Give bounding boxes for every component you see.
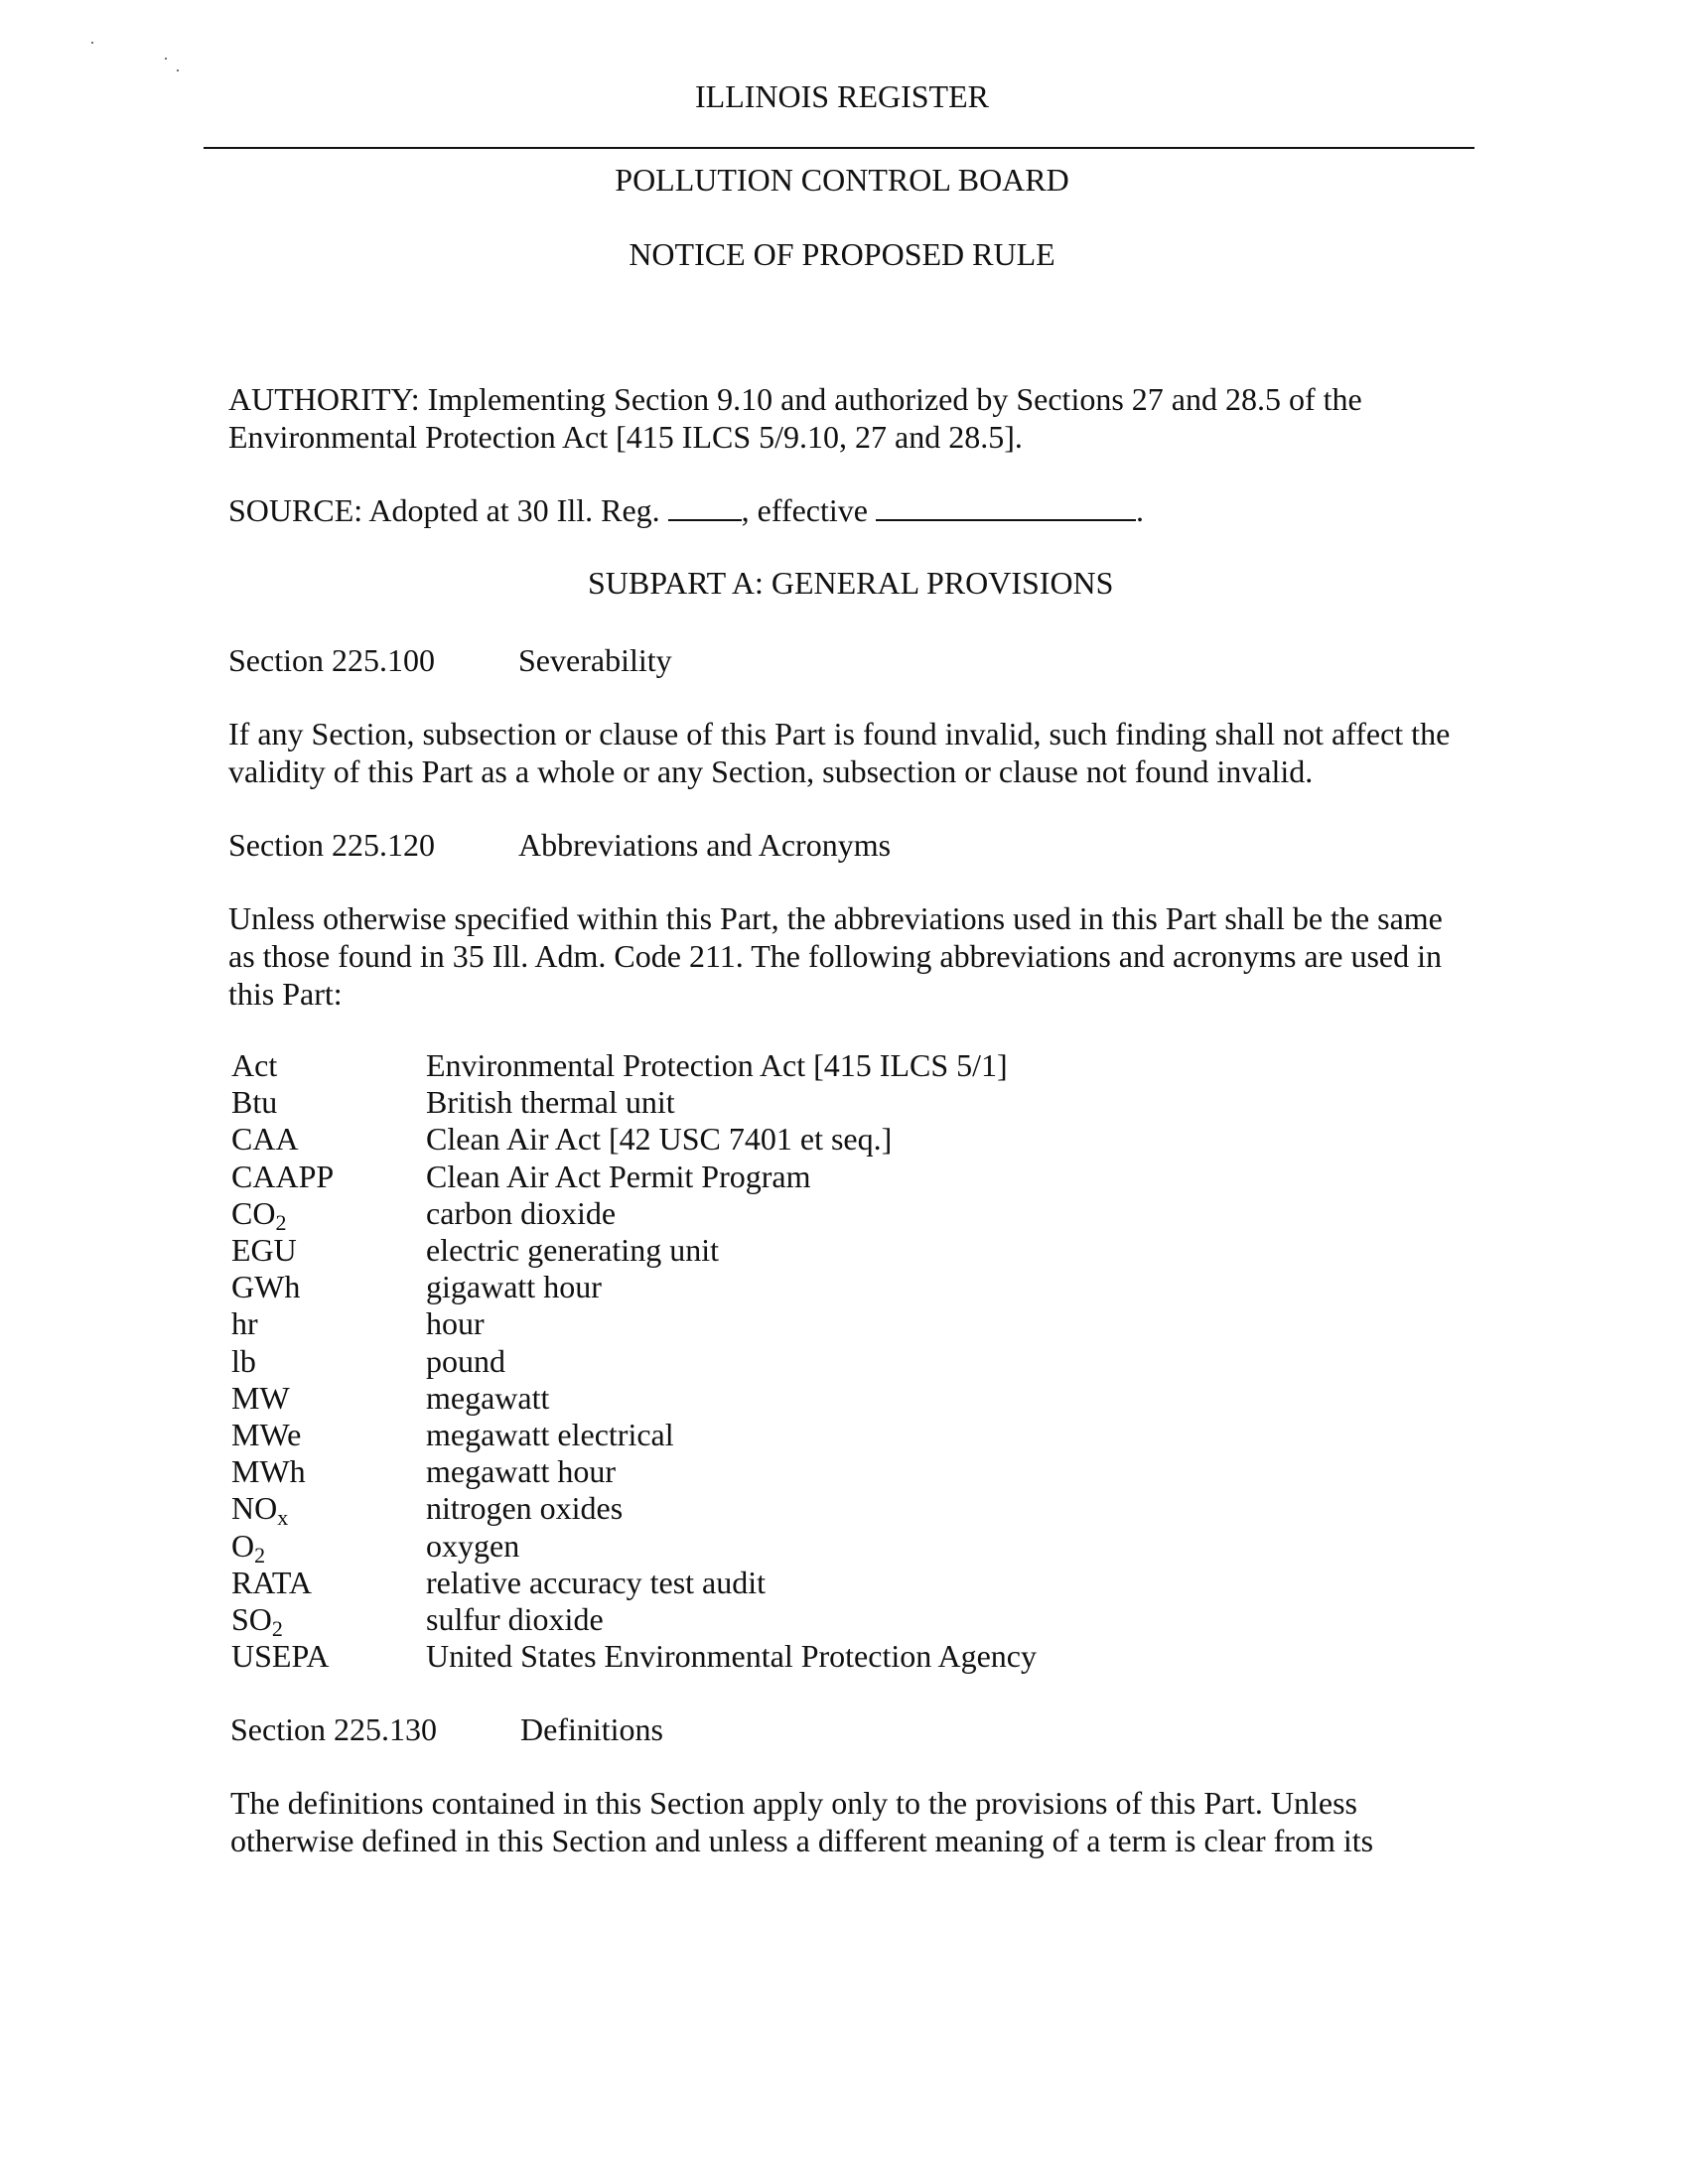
abbreviation-definition: United States Environmental Protection Agency bbox=[426, 1638, 1037, 1675]
abbreviation-term bbox=[231, 1416, 301, 1453]
abbreviation-definition: British thermal unit bbox=[426, 1084, 675, 1121]
abbreviation-definition: Clean Air Act Permit Program bbox=[426, 1158, 811, 1194]
abbreviation-term-base: SO bbox=[231, 1601, 272, 1637]
abbreviation-definition: hour bbox=[426, 1305, 485, 1342]
authority-line-2: Environmental Protection Act [415 ILCS 5/9.10, 27 and 28.5]. bbox=[228, 419, 1023, 455]
abbreviation-term bbox=[231, 1637, 329, 1675]
abbreviation-term bbox=[231, 1452, 306, 1490]
abbreviation-term bbox=[231, 1083, 277, 1121]
section-title: Definitions bbox=[520, 1711, 663, 1747]
scan-speck bbox=[91, 42, 93, 44]
abbreviation-definition: oxygen bbox=[426, 1527, 520, 1564]
abbreviation-term bbox=[231, 1304, 258, 1342]
section-body-line: this Part: bbox=[228, 976, 343, 1012]
abbreviation-term-subscript: 2 bbox=[275, 1209, 287, 1235]
source-line bbox=[228, 491, 1144, 529]
subpart-title: SUBPART A: GENERAL PROVISIONS bbox=[588, 565, 1114, 601]
abbreviation-term-base: NO bbox=[231, 1490, 278, 1527]
abbreviation-term-base: MWe bbox=[231, 1417, 302, 1452]
reg-number-blank bbox=[668, 491, 742, 521]
abbreviation-definition: gigawatt hour bbox=[426, 1269, 602, 1305]
abbreviation-definition: megawatt hour bbox=[426, 1453, 617, 1490]
abbreviation-term bbox=[231, 1158, 334, 1195]
abbreviation-term-base: Act bbox=[231, 1047, 278, 1083]
abbreviation-term-base: CO bbox=[231, 1194, 276, 1231]
abbreviation-definition: pound bbox=[426, 1342, 505, 1379]
register-heading: ILLINOIS REGISTER bbox=[695, 78, 989, 114]
abbreviation-term-base: CAA bbox=[231, 1121, 299, 1158]
scan-speck bbox=[177, 69, 179, 71]
abbreviation-term bbox=[231, 1564, 312, 1601]
section-body-line: If any Section, subsection or clause of this Part is found invalid, such finding shall not affect the bbox=[228, 716, 1451, 751]
header-rule bbox=[204, 147, 1474, 149]
abbreviation-definition: nitrogen oxides bbox=[426, 1490, 624, 1527]
section-number: Section 225.100 bbox=[228, 642, 435, 678]
notice-heading: NOTICE OF PROPOSED RULE bbox=[629, 236, 1055, 272]
abbreviation-term-subscript: 2 bbox=[254, 1542, 266, 1568]
section-body-line: otherwise defined in this Section and unless a different meaning of a term is clear from its bbox=[230, 1823, 1374, 1858]
abbreviation-term bbox=[231, 1527, 266, 1568]
abbreviation-term bbox=[231, 1268, 300, 1305]
abbreviation-definition: megawatt electrical bbox=[426, 1417, 674, 1452]
scan-speck bbox=[165, 58, 167, 60]
authority-line-1: AUTHORITY: Implementing Section 9.10 and authorized by Sections 27 and 28.5 of the bbox=[228, 381, 1362, 417]
abbreviation-definition: sulfur dioxide bbox=[426, 1601, 604, 1637]
board-heading: POLLUTION CONTROL BOARD bbox=[615, 162, 1069, 198]
section-body-line: validity of this Part as a whole or any Section, subsection or clause not found invalid. bbox=[228, 753, 1314, 789]
abbreviation-term-base: RATA bbox=[231, 1564, 312, 1600]
abbreviation-term-base: MW bbox=[231, 1379, 290, 1416]
section-number: Section 225.130 bbox=[230, 1711, 437, 1747]
abbreviation-term bbox=[231, 1194, 287, 1235]
section-body-line: Unless otherwise specified within this Part, the abbreviations used in this Part shall be the same bbox=[228, 900, 1443, 936]
abbreviation-term bbox=[231, 1046, 277, 1084]
abbreviation-term-base: CAAPP bbox=[231, 1158, 335, 1194]
source-prefix: SOURCE: Adopted at 30 Ill. Reg. bbox=[228, 492, 660, 528]
abbreviation-term-base: lb bbox=[231, 1342, 256, 1379]
section-number: Section 225.120 bbox=[228, 827, 435, 863]
source-suffix: . bbox=[1135, 492, 1144, 528]
abbreviation-definition: Environmental Protection Act [415 ILCS 5/1] bbox=[426, 1047, 1008, 1083]
abbreviation-term-subscript: 2 bbox=[271, 1616, 283, 1641]
abbreviation-term-base: Btu bbox=[231, 1084, 278, 1121]
abbreviation-definition: relative accuracy test audit bbox=[426, 1564, 767, 1600]
abbreviation-term bbox=[231, 1600, 283, 1641]
abbreviation-term-base: USEPA bbox=[231, 1638, 330, 1675]
section-title: Abbreviations and Acronyms bbox=[518, 827, 892, 863]
abbreviation-term bbox=[231, 1231, 297, 1269]
abbreviation-definition: Clean Air Act [42 USC 7401 et seq.] bbox=[426, 1121, 893, 1158]
abbreviation-term bbox=[231, 1120, 299, 1158]
abbreviation-term-subscript: x bbox=[277, 1505, 289, 1531]
abbreviation-definition: carbon dioxide bbox=[426, 1194, 617, 1231]
section-body-line: The definitions contained in this Section apply only to the provisions of this Part. Unless bbox=[230, 1785, 1357, 1821]
abbreviation-term-base: O bbox=[231, 1527, 255, 1564]
source-middle: , effective bbox=[741, 492, 868, 528]
effective-date-blank bbox=[876, 491, 1136, 521]
abbreviation-term-base: hr bbox=[231, 1305, 258, 1342]
abbreviation-term bbox=[231, 1489, 289, 1531]
abbreviation-term-base: GWh bbox=[231, 1269, 301, 1305]
abbreviation-term-base: EGU bbox=[231, 1232, 297, 1268]
abbreviation-term bbox=[231, 1379, 290, 1417]
abbreviation-term-base: MWh bbox=[231, 1453, 306, 1490]
abbreviation-term bbox=[231, 1342, 256, 1380]
abbreviation-definition: electric generating unit bbox=[426, 1232, 719, 1268]
section-title: Severability bbox=[518, 642, 672, 678]
abbreviation-definition: megawatt bbox=[426, 1379, 550, 1416]
section-body-line: as those found in 35 Ill. Adm. Code 211. The following abbreviations and acronyms are used in bbox=[228, 938, 1442, 974]
